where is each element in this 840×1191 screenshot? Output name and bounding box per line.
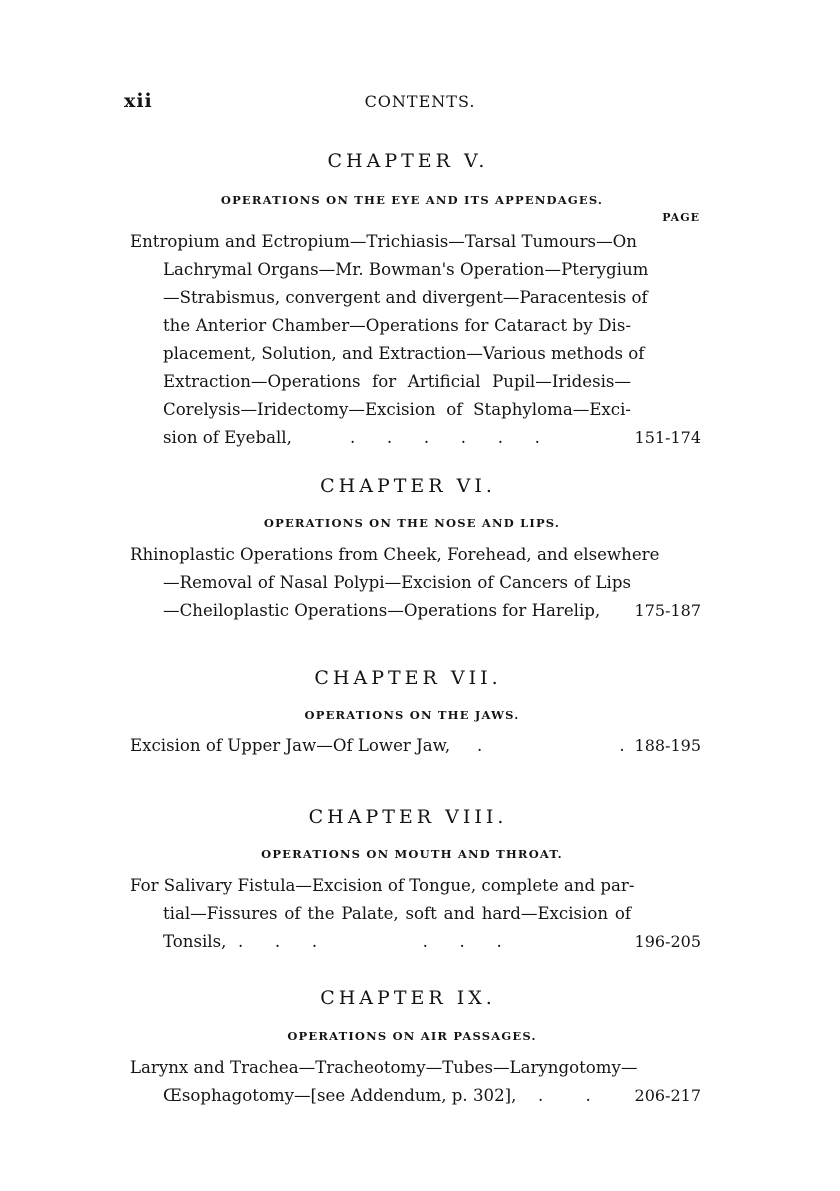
chapter-subtitle: OPERATIONS ON THE EYE AND ITS APPENDAGES. xyxy=(220,193,604,207)
page-range: 151-174 xyxy=(634,428,701,447)
dot-leader: . . . . . . xyxy=(238,932,502,951)
page-range: 206-217 xyxy=(634,1086,701,1105)
entry-line: Lachrymal Organs—Mr. Bowman's Operation—Pterygium xyxy=(163,260,649,279)
page-number: xii xyxy=(124,90,153,112)
entry-line: Corelysis—Iridectomy—Excision of Staphyloma—Exci- xyxy=(163,400,631,419)
chapter-title: CHAPTER VI. xyxy=(320,475,496,497)
entry-line: tial—Fissures of the Palate, soft and hard—Excision of xyxy=(163,904,631,923)
dot-leader: . . xyxy=(538,1086,591,1105)
chapter-title: CHAPTER IX. xyxy=(320,987,496,1009)
chapter-subtitle: OPERATIONS ON THE NOSE AND LIPS. xyxy=(263,516,561,530)
page-range: 196-205 xyxy=(634,932,701,951)
chapter-subtitle: OPERATIONS ON THE JAWS. xyxy=(304,708,520,722)
running-title: CONTENTS. xyxy=(364,92,476,111)
chapter-title: CHAPTER VII. xyxy=(314,667,502,689)
entry-line: Entropium and Ectropium—Trichiasis—Tarsal Tumours—On xyxy=(130,232,637,251)
dot-leader: . . . . . . xyxy=(350,428,540,447)
chapter-subtitle: OPERATIONS ON MOUTH AND THROAT. xyxy=(261,847,563,861)
page-range: 175-187 xyxy=(634,601,701,620)
running-head xyxy=(0,90,840,116)
page-column-label: PAGE xyxy=(662,211,700,224)
chapter-title: CHAPTER V. xyxy=(327,150,489,172)
entry-line: Tonsils, xyxy=(163,932,227,951)
entry-line: For Salivary Fistula—Excision of Tongue, complete and par- xyxy=(130,876,635,895)
entry-line: Œsophagotomy—[see Addendum, p. 302], xyxy=(163,1086,517,1105)
entry-line: Larynx and Trachea—Tracheotomy—Tubes—Laryngotomy— xyxy=(130,1058,638,1077)
entry-line: Excision of Upper Jaw—Of Lower Jaw, xyxy=(130,736,451,755)
chapter-subtitle: OPERATIONS ON AIR PASSAGES. xyxy=(287,1029,537,1043)
dot-leader: . . xyxy=(477,736,625,755)
entry-line: Rhinoplastic Operations from Cheek, Forehead, and elsewhere xyxy=(130,545,660,564)
entry-line: Extraction—Operations for Artificial Pupil—Iridesis— xyxy=(163,372,631,391)
entry-line: —Cheiloplastic Operations—Operations for Harelip, xyxy=(163,601,601,620)
entry-line: sion of Eyeball, xyxy=(163,428,292,447)
page-range: 188-195 xyxy=(634,736,701,755)
entry-line: the Anterior Chamber—Operations for Cataract by Dis- xyxy=(163,316,631,335)
entry-line: placement, Solution, and Extraction—Various methods of xyxy=(163,344,645,363)
entry-line: —Removal of Nasal Polypi—Excision of Cancers of Lips xyxy=(163,573,631,592)
entry-line: —Strabismus, convergent and divergent—Paracentesis of xyxy=(163,288,648,307)
chapter-title: CHAPTER VIII. xyxy=(308,806,508,828)
